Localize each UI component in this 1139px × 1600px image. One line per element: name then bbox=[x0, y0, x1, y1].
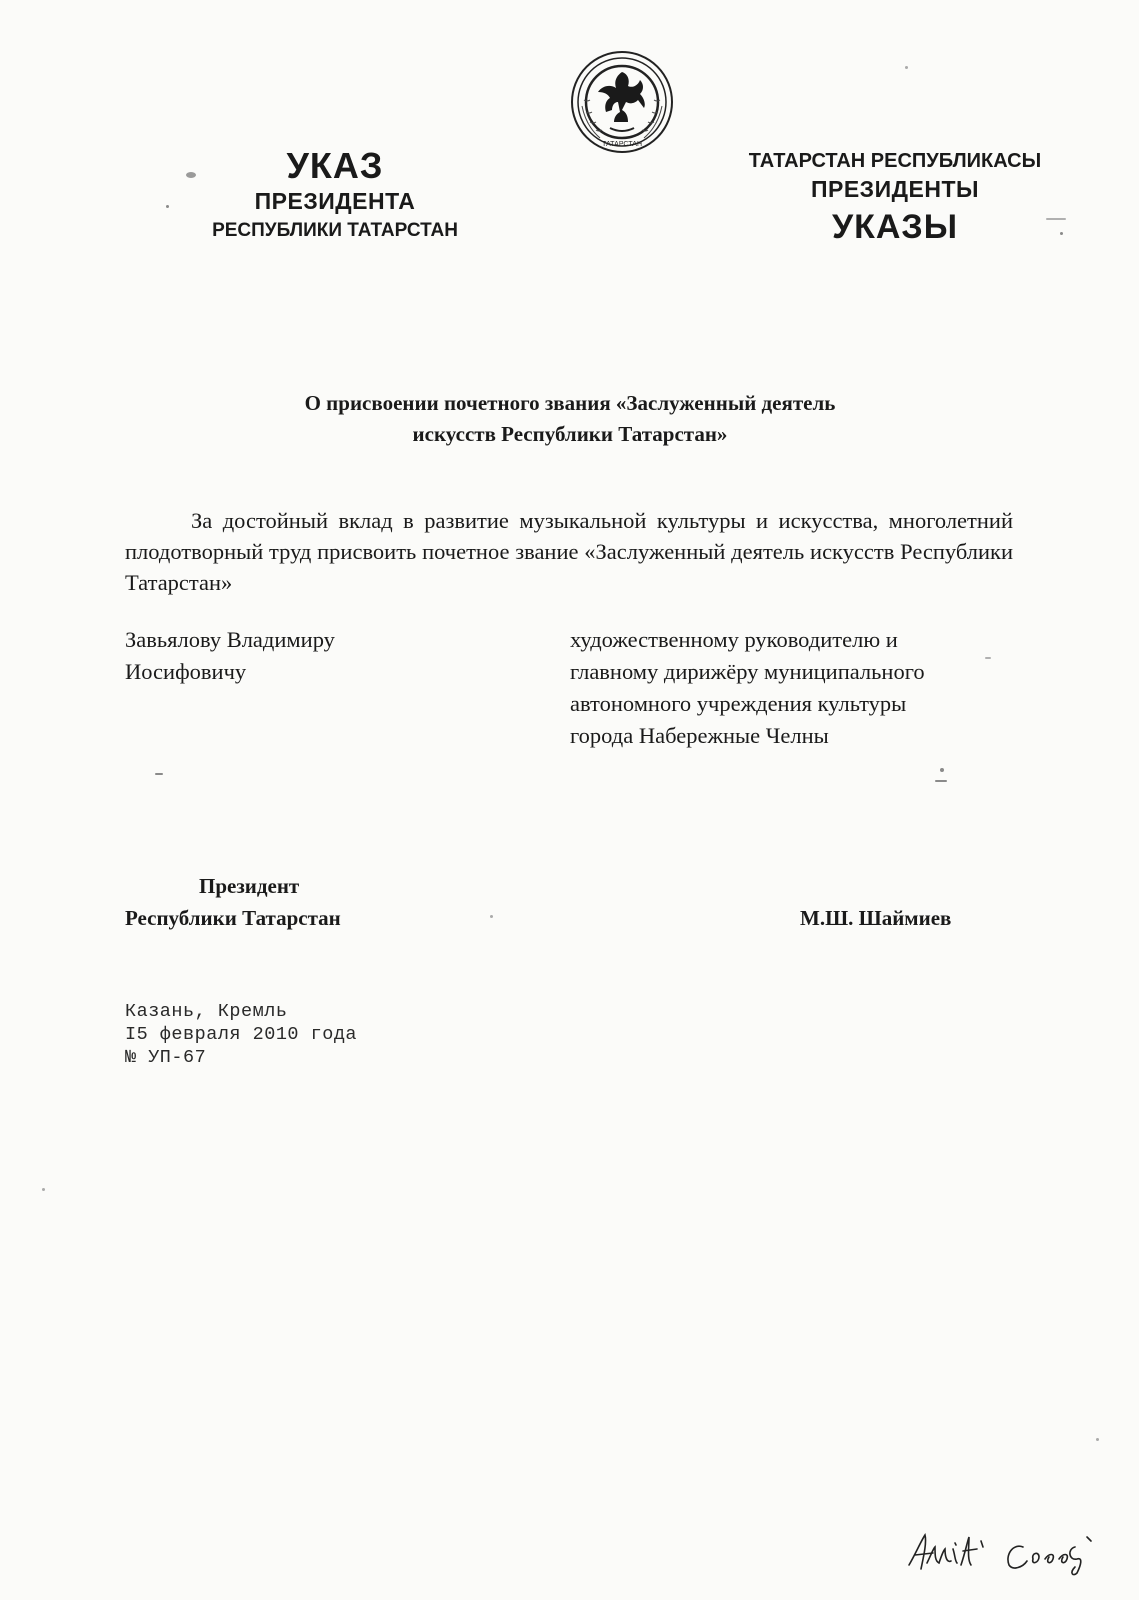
tatarstan-coat-of-arms-icon bbox=[570, 50, 674, 154]
decree-number-line: № УП-67 bbox=[125, 1047, 207, 1068]
awardee-position-line3: автономного учреждения культуры bbox=[570, 691, 907, 716]
header-left-line3: РЕСПУБЛИКИ ТАТАРСТАН bbox=[212, 220, 458, 241]
scan-speck bbox=[985, 657, 991, 659]
scan-speck bbox=[42, 1188, 45, 1191]
scan-speck bbox=[155, 773, 163, 775]
scan-speck bbox=[1060, 232, 1063, 235]
signatory-title bbox=[125, 870, 445, 934]
scan-speck bbox=[940, 768, 944, 772]
signatory-title-line1: Президент bbox=[199, 874, 300, 898]
header-russian bbox=[150, 146, 520, 246]
scan-speck bbox=[490, 915, 493, 918]
awardee-position-line4: города Набережные Челны bbox=[570, 723, 829, 748]
header-left-line1: УКАЗ bbox=[286, 145, 384, 186]
scan-speck bbox=[186, 172, 196, 178]
scan-speck bbox=[1046, 218, 1066, 220]
awardee-name bbox=[125, 624, 425, 688]
decree-title-line1: О присвоении почетного звания «Заслуженный деятель bbox=[304, 391, 836, 415]
header-left-line2: ПРЕЗИДЕНТА bbox=[254, 188, 416, 214]
scan-speck bbox=[905, 66, 908, 69]
date-line: I5 февраля 2010 года bbox=[125, 1024, 358, 1045]
handwritten-signature-icon bbox=[905, 1525, 1105, 1580]
header-right-line2: ПРЕЗИДЕНТЫ bbox=[810, 176, 980, 202]
place-date-number bbox=[125, 1000, 357, 1069]
place-line: Казань, Кремль bbox=[125, 1001, 288, 1022]
awardee-position-line1: художественному руководителю и bbox=[570, 627, 898, 652]
emblem-caption: ТАТАРСТАН bbox=[601, 141, 643, 148]
awardee-position-line2: главному дирижёру муниципального bbox=[570, 659, 925, 684]
awardee-position bbox=[570, 624, 1020, 752]
scan-speck bbox=[1096, 1438, 1099, 1441]
decree-title-line2: искусств Республики Татарстан» bbox=[412, 422, 728, 446]
scan-speck bbox=[935, 780, 947, 782]
header-right-line1: ТАТАРСТАН РЕСПУБЛИКАСЫ bbox=[748, 150, 1042, 172]
awardee-name-line1: Завьялову Владимиру bbox=[125, 627, 335, 652]
decree-body: За достойный вклад в развитие музыкальной культуры и искусства, многолетний плодотворный труд присвоить почетное звание «Заслуженный деятель искусств Республики Татарстан» bbox=[125, 508, 1013, 595]
signatory-name: М.Ш. Шаймиев bbox=[800, 906, 952, 930]
header-right-line3: УКАЗЫ bbox=[831, 208, 959, 246]
signatory-title-line2: Республики Татарстан bbox=[125, 906, 341, 930]
awardee-name-line2: Иосифовичу bbox=[125, 659, 247, 684]
scan-speck bbox=[166, 205, 169, 208]
decree-title bbox=[160, 388, 980, 450]
header-tatar bbox=[700, 148, 1090, 249]
